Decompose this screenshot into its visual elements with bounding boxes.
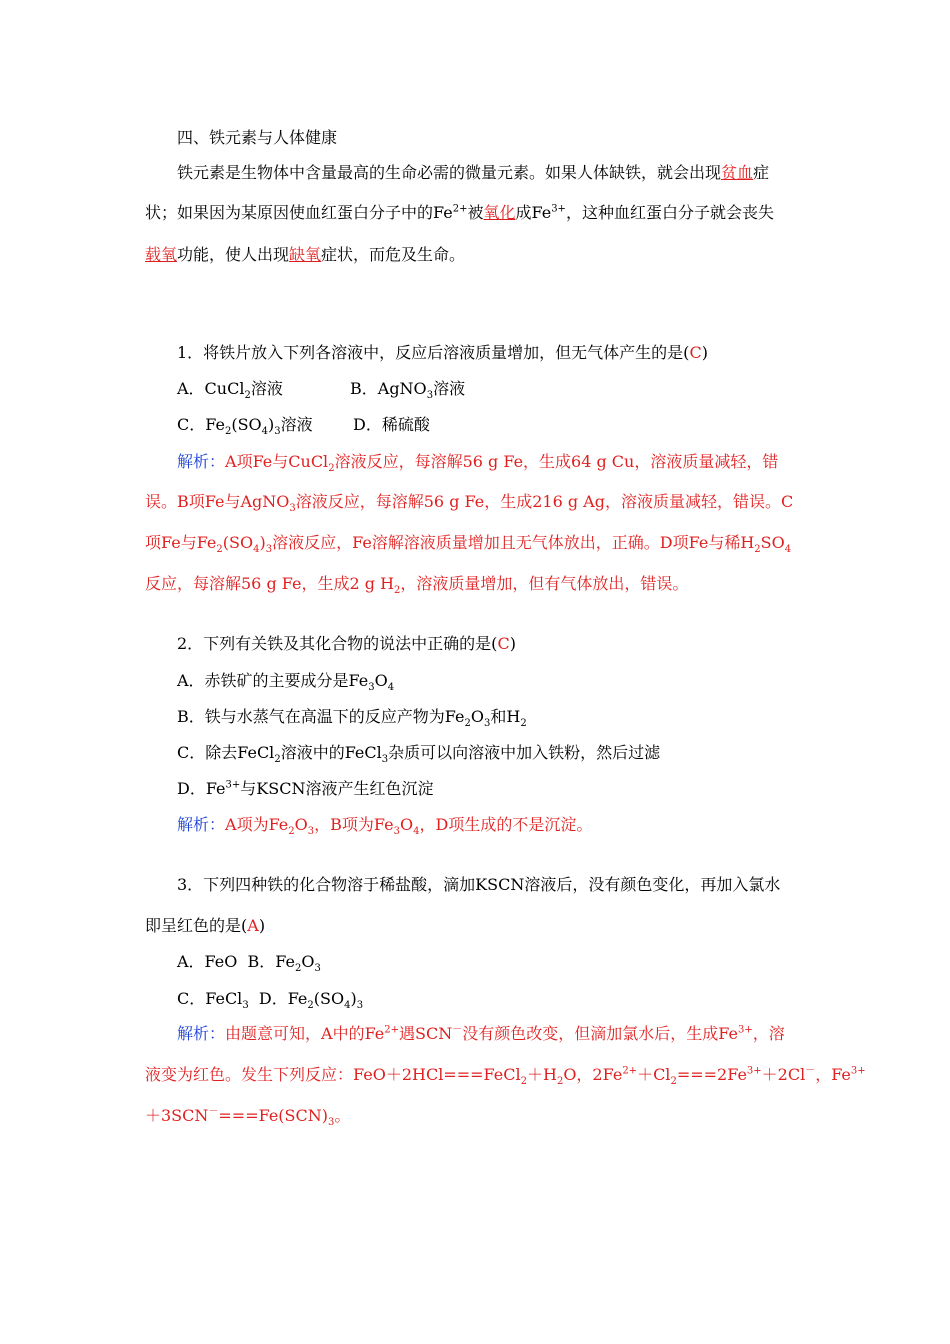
text: ) [258, 916, 266, 935]
text: 项Fe与Fe [145, 533, 217, 552]
text: ) [509, 634, 516, 653]
subscript: 4 [261, 426, 269, 438]
text: A项为Fe [225, 815, 289, 834]
subscript: 2 [520, 1076, 527, 1088]
question-1-option-b [350, 377, 465, 401]
text: 液变为红色。发生下列反应：FeO＋2HCl===FeCl [145, 1065, 521, 1084]
text: O [400, 815, 414, 834]
text: ) [701, 343, 708, 362]
text: 溶液反应，每溶解56 g Fe，生成216 g Ag，溶液质量减轻，错误。C [295, 492, 794, 511]
text: 状；如果因为某原因使血红蛋白分子中的Fe [145, 203, 453, 222]
fill-blank-answer: 氧化 [483, 203, 516, 222]
superscript: 3+ [225, 779, 241, 791]
question-3-stem-line-1: 3．下列四种铁的化合物溶于稀盐酸，滴加KSCN溶液后，没有颜色变化，再加入氯水 [177, 875, 781, 894]
subscript: 2 [216, 544, 223, 556]
subscript: 3 [274, 426, 281, 438]
question-1-stem [177, 341, 708, 365]
subscript: 2 [670, 1076, 677, 1088]
text: ＋Cl [637, 1065, 671, 1084]
option-b: B．Fe [247, 952, 296, 971]
paragraph-line-3 [145, 243, 465, 267]
text: ，溶 [752, 1024, 785, 1043]
text: A．CuCl [177, 379, 245, 398]
text: ＋H [526, 1065, 557, 1084]
subscript: 2 [464, 718, 471, 730]
question-3-stem-line-2 [145, 914, 265, 938]
subscript: 3 [307, 826, 315, 838]
text: 反应，每溶解56 g Fe，生成2 g H [145, 574, 395, 593]
text: 被 [467, 203, 484, 222]
text: (SO [222, 533, 254, 552]
text: ＋2Cl [761, 1065, 806, 1084]
superscript: 3+ [551, 203, 566, 215]
subscript: 3 [314, 963, 321, 975]
text: A．赤铁矿的主要成分是Fe [177, 671, 369, 690]
subscript: 3 [483, 718, 491, 730]
subscript: 4 [784, 544, 792, 556]
question-1-option-a [177, 377, 283, 401]
option-a: A．FeO [177, 952, 238, 971]
text: ，这种血红蛋白分子就会丧失 [565, 203, 774, 222]
text: ，B项为Fe [314, 815, 394, 834]
answer: A [247, 916, 259, 935]
question-3-explanation-line-2 [145, 1063, 866, 1087]
question-2-option-d [177, 777, 433, 801]
paragraph-line-2 [145, 201, 774, 225]
option-c: C．FeCl [177, 989, 243, 1008]
text: (SO [231, 415, 262, 434]
subscript: 4 [253, 544, 260, 556]
text: 溶液 [250, 379, 283, 398]
question-2-option-c [177, 741, 660, 765]
text: ，溶液质量增加，但有气体放出，错误。 [400, 574, 689, 593]
subscript: 3 [393, 826, 400, 838]
text: 铁元素是生物体中含量最高的生命必需的微量元素。如果人体缺铁，就会出现 [177, 163, 722, 182]
text: 没有颜色改变，但滴加氯水后，生成Fe [462, 1024, 738, 1043]
question-1-explanation-line-3 [145, 531, 791, 555]
text: 2．下列有关铁及其化合物的说法中正确的是( [177, 634, 498, 653]
explanation-label: 解析： [177, 815, 226, 834]
text: 溶液 [280, 415, 313, 434]
paragraph-line-1 [177, 161, 810, 185]
text: ===2Fe [676, 1065, 747, 1084]
superscript: － [452, 1024, 463, 1036]
text: O [294, 815, 308, 834]
text: ，Fe [815, 1065, 851, 1084]
text: A项Fe与CuCl [225, 452, 329, 471]
subscript: 2 [295, 963, 302, 975]
subscript: 3 [426, 390, 434, 402]
question-1-explanation-line-1 [177, 450, 778, 474]
fill-blank-answer: 贫血 [721, 163, 754, 182]
subscript: 4 [387, 682, 395, 694]
subscript: 2 [244, 390, 251, 402]
question-3-explanation-line-1 [177, 1022, 785, 1046]
text: O，2Fe [563, 1065, 623, 1084]
text: ===Fe(SCN) [218, 1106, 328, 1125]
text: 。 [334, 1106, 351, 1125]
option-d: D．Fe [258, 989, 308, 1008]
question-2-option-a [177, 669, 394, 693]
answer: C [497, 634, 510, 653]
subscript: 2 [556, 1076, 564, 1088]
superscript: － [208, 1106, 219, 1118]
section-title: 四、铁元素与人体健康 [177, 128, 338, 147]
text: 即呈红色的是( [145, 916, 248, 935]
explanation-label: 解析： [177, 452, 226, 471]
subscript: 2 [520, 718, 527, 730]
superscript: 2+ [384, 1024, 400, 1036]
subscript: 3 [368, 682, 375, 694]
question-1-option-d: D．稀硫酸 [353, 415, 430, 434]
text: 溶液反应，Fe溶解溶液质量增加且无气体放出，正确。D项Fe与稀H [272, 533, 755, 552]
subscript: 3 [356, 1000, 364, 1012]
superscript: － [805, 1065, 816, 1077]
text: D．Fe [177, 779, 226, 798]
fill-blank-answer: 载氧 [145, 245, 178, 264]
question-1-explanation-line-2 [145, 490, 793, 514]
question-1-option-c [177, 413, 313, 437]
question-3-options-cd [177, 987, 363, 1011]
text: 症 [753, 163, 770, 182]
subscript: 2 [328, 463, 335, 475]
text: B．AgNO [350, 379, 427, 398]
subscript: 2 [307, 1000, 314, 1012]
question-2-explanation [177, 813, 592, 837]
question-3-options-ab [177, 950, 321, 974]
text: ＋3SCN [145, 1106, 209, 1125]
text: 溶液中的FeCl [280, 743, 382, 762]
subscript: 2 [274, 754, 281, 766]
subscript: 3 [289, 503, 296, 515]
subscript: 4 [413, 826, 420, 838]
answer: C [689, 343, 702, 362]
subscript: 2 [394, 585, 401, 597]
text: C．除去FeCl [177, 743, 275, 762]
text: ，D项生成的不是沉淀。 [419, 815, 593, 834]
superscript: 3+ [746, 1065, 762, 1077]
text: 与KSCN溶液产生红色沉淀 [240, 779, 434, 798]
text: 杂质可以向溶液中加入铁粉，然后过滤 [388, 743, 661, 762]
question-1-explanation-line-4 [145, 572, 688, 596]
text: O [374, 671, 388, 690]
text: C．Fe [177, 415, 225, 434]
text: 溶液反应，每溶解56 g Fe，生成64 g Cu，溶液质量减轻，错 [334, 452, 779, 471]
question-2-option-b [177, 705, 527, 729]
text: (SO [313, 989, 345, 1008]
subscript: 2 [224, 426, 232, 438]
superscript: 2+ [452, 203, 468, 215]
text: 和H [490, 707, 521, 726]
explanation-label: 解析： [177, 1024, 226, 1043]
subscript: 3 [242, 1000, 249, 1012]
text: ) [259, 533, 266, 552]
subscript: 2 [288, 826, 295, 838]
text: 成Fe [515, 203, 552, 222]
subscript: 3 [381, 754, 389, 766]
subscript: 3 [265, 544, 273, 556]
question-2-stem [177, 632, 516, 656]
subscript: 2 [754, 544, 761, 556]
text: 症状，而危及生命。 [321, 245, 466, 264]
text: 1．将铁片放入下列各溶液中，反应后溶液质量增加，但无气体产生的是( [177, 343, 690, 362]
subscript: 3 [328, 1117, 335, 1129]
text: O [470, 707, 484, 726]
text: 遇SCN [399, 1024, 453, 1043]
question-3-explanation-line-3 [145, 1104, 350, 1128]
text: ) [268, 415, 275, 434]
superscript: 3+ [850, 1065, 866, 1077]
text: O [301, 952, 315, 971]
text: SO [760, 533, 785, 552]
text: 功能，使人出现 [177, 245, 290, 264]
subscript: 4 [344, 1000, 351, 1012]
superscript: 3+ [737, 1024, 753, 1036]
text: 溶液 [433, 379, 466, 398]
text: 误。B项Fe与AgNO [145, 492, 290, 511]
text: ) [350, 989, 357, 1008]
fill-blank-answer: 缺氧 [289, 245, 322, 264]
text: 由题意可知，A中的Fe [225, 1024, 385, 1043]
text: B．铁与水蒸气在高温下的反应产物为Fe [177, 707, 465, 726]
superscript: 2+ [622, 1065, 638, 1077]
